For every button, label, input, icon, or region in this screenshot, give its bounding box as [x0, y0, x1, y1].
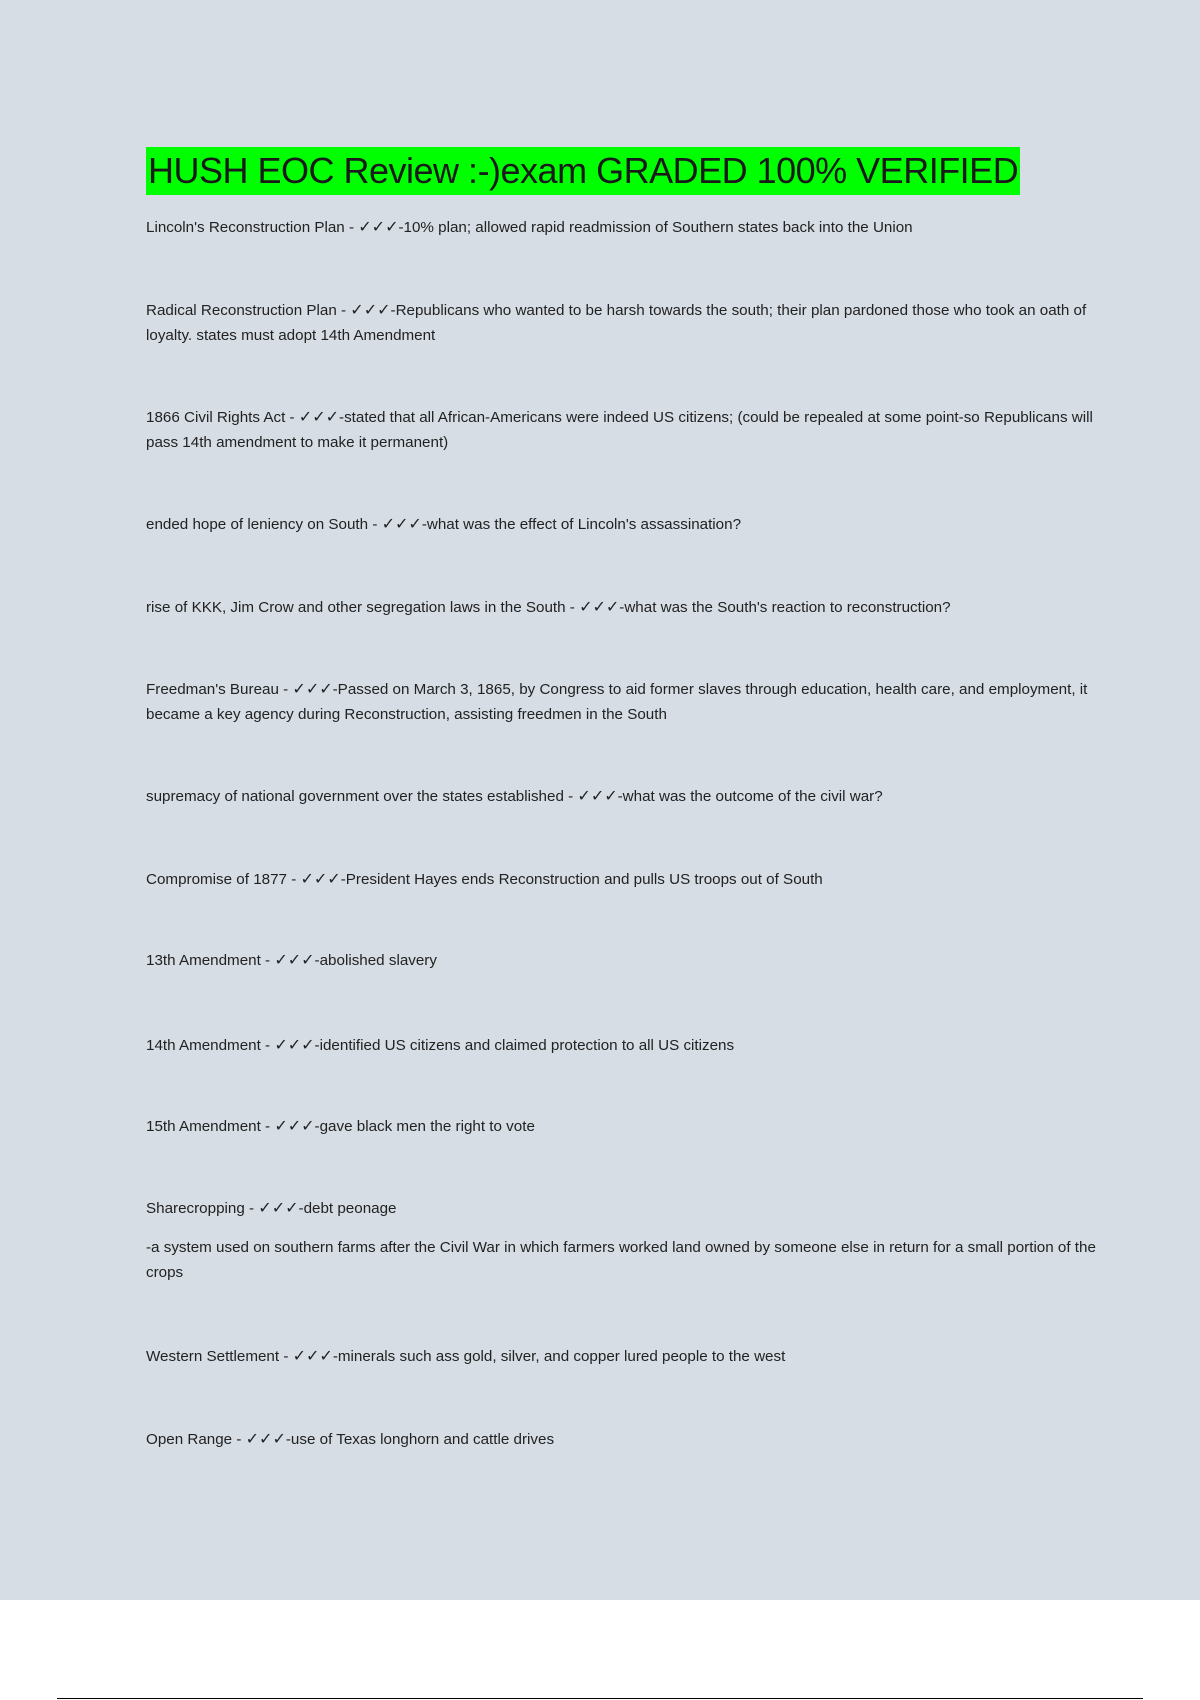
checkmark-icon: ✓✓✓: [358, 217, 399, 236]
entry-separator: -: [336, 302, 351, 319]
entry-definition: -President Hayes ends Reconstruction and pulls US troops out of South: [340, 871, 823, 888]
checkmark-icon: ✓✓✓: [245, 1429, 286, 1448]
checkmark-icon: ✓✓✓: [350, 300, 391, 319]
flashcard-entry: [146, 297, 1106, 348]
entry-separator: -: [368, 516, 382, 533]
checkmark-icon: ✓✓✓: [300, 869, 341, 888]
checkmark-icon: ✓✓✓: [274, 1116, 315, 1135]
flashcard-entry: [146, 214, 1106, 240]
entry-definition: -what was the effect of Lincoln's assassination?: [421, 516, 742, 533]
entry-term: Sharecropping: [146, 1200, 245, 1217]
entry-definition: -use of Texas longhorn and cattle drives: [285, 1431, 555, 1448]
flashcard-entry: [146, 947, 1106, 973]
entry-definition: -identified US citizens and claimed protection to all US citizens: [314, 1037, 735, 1054]
entry-separator: -: [285, 409, 299, 426]
entry-term: Western Settlement: [146, 1348, 280, 1365]
checkmark-icon: ✓✓✓: [298, 407, 340, 426]
flashcard-entry: [146, 1343, 1106, 1369]
entry-definition: -stated that all African-Americans were indeed US citizens; (could be repealed at some point-so Republicans will pass 14th amendment to make it permanent): [146, 409, 1093, 451]
entry-separator: -: [279, 1348, 293, 1365]
flashcard-entry: [146, 676, 1106, 727]
entry-term: 14th Amendment: [146, 1037, 261, 1054]
entry-separator: -: [344, 219, 359, 236]
flashcard-entry: [146, 594, 1106, 620]
entry-separator: -: [232, 1431, 246, 1448]
checkmark-icon: ✓✓✓: [274, 1035, 315, 1054]
entry-term: Lincoln's Reconstruction Plan: [146, 219, 345, 236]
flashcard-entry: [146, 1426, 1106, 1452]
entry-definition: -what was the outcome of the civil war?: [617, 788, 883, 805]
flashcard-entry: [146, 783, 1106, 809]
entry-extra-definition: -a system used on southern farms after the Civil War in which farmers worked land owned by someone else in return for a small portion of the crops: [146, 1239, 1096, 1281]
page-divider: [57, 1698, 1143, 1699]
entry-definition: -Republicans who wanted to be harsh towards the south; their plan pardoned those who took an oath of loyalty. states must adopt 14th Amendment: [146, 302, 1087, 344]
entry-definition: -gave black men the right to vote: [314, 1118, 535, 1135]
checkmark-icon: ✓✓✓: [381, 514, 422, 533]
entry-separator: -: [565, 599, 580, 616]
entry-separator: -: [563, 788, 578, 805]
entry-definition: -10% plan; allowed rapid readmission of Southern states back into the Union: [398, 219, 913, 236]
checkmark-icon: ✓✓✓: [258, 1198, 299, 1217]
entry-definition: -debt peonage: [298, 1200, 397, 1217]
entry-definition: -minerals such ass gold, silver, and copper lured people to the west: [332, 1348, 786, 1365]
entry-term: rise of KKK, Jim Crow and other segregation laws in the South: [146, 599, 566, 616]
flashcard-entry: [146, 866, 1106, 892]
entry-separator: -: [286, 871, 301, 888]
entry-term: ended hope of leniency on South: [146, 516, 369, 533]
entry-definition: -abolished slavery: [314, 952, 437, 969]
entry-separator: -: [244, 1200, 259, 1217]
entry-separator: -: [260, 1118, 275, 1135]
entry-separator: -: [260, 1037, 275, 1054]
checkmark-icon: ✓✓✓: [579, 597, 620, 616]
entry-term: Open Range: [146, 1431, 233, 1448]
entry-term: supremacy of national government over the states established: [146, 788, 564, 805]
entry-definition: -what was the South's reaction to reconstruction?: [619, 599, 951, 616]
entry-term: 13th Amendment: [146, 952, 261, 969]
entry-separator: -: [260, 952, 275, 969]
checkmark-icon: ✓✓✓: [292, 1346, 333, 1365]
entry-term: Compromise of 1877: [146, 871, 287, 888]
flashcard-entry: [146, 1113, 1106, 1139]
document-title: HUSH EOC Review :-)exam GRADED 100% VERIFIED: [146, 147, 1020, 195]
checkmark-icon: ✓✓✓: [274, 950, 315, 969]
flashcard-entry: [146, 1032, 1106, 1058]
entry-term: Radical Reconstruction Plan: [146, 302, 337, 319]
flashcard-entry: [146, 511, 1106, 537]
flashcard-entry: [146, 1195, 1106, 1285]
entry-term: Freedman's Bureau: [146, 681, 279, 698]
entry-term: 15th Amendment: [146, 1118, 261, 1135]
flashcard-entry: [146, 404, 1106, 455]
checkmark-icon: ✓✓✓: [577, 786, 618, 805]
entry-definition: -Passed on March 3, 1865, by Congress to aid former slaves through education, health care, and employment, it became a key agency during Reconstruction, assisting freedmen in the South: [146, 681, 1088, 723]
entry-term: 1866 Civil Rights Act: [146, 409, 286, 426]
checkmark-icon: ✓✓✓: [292, 679, 333, 698]
entry-separator: -: [278, 681, 293, 698]
